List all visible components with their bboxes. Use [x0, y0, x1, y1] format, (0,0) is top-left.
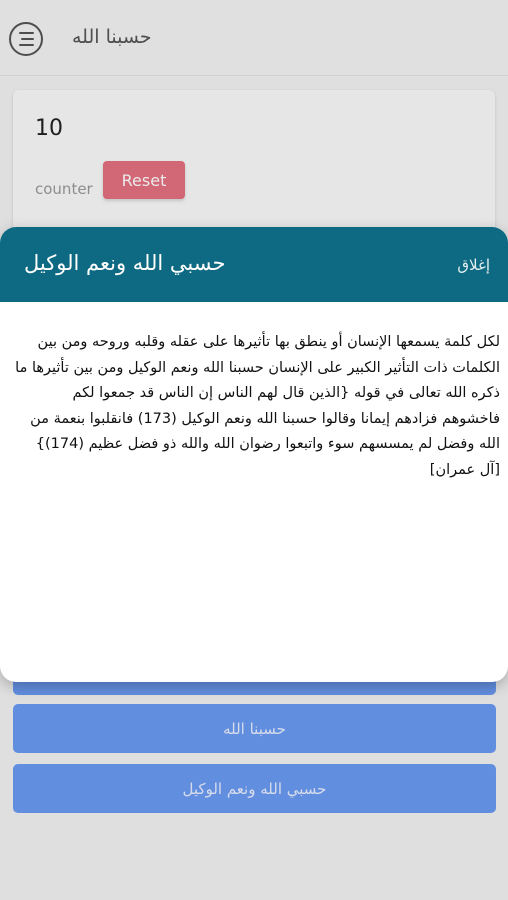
app-title: حسبنا الله: [72, 26, 152, 48]
counter-value: 10: [35, 116, 63, 141]
dialog-body-text: لكل كلمة يسمعها الإنسان أو ينطق بها تأثيرها على عقله وقلبه وروحه ومن بين الكلمات ذات التأثير الكبير على الإنسان حسبنا الله ونعم الوكيل ومن بين تأثيرها ما ذكره الله تعالى في قوله {الذين قال لهم الناس إن الناس قد جمعوا لكم فاخشوهم فزادهم إيمانا وقالوا حسبنا الله ونعم الوكيل (173) فانقلبوا بنعمة من الله وفضل لم يمسسهم سوء واتبعوا رضوان الله والله ذو فضل عظيم (174)} [آل عمران]: [15, 334, 500, 478]
hasbuna-allah-button[interactable]: حسبنا الله: [13, 704, 496, 753]
hasbi-allah-button[interactable]: حسبي الله ونعم الوكيل: [13, 764, 496, 813]
dhikr-dialog: [0, 227, 508, 682]
dialog-header: [0, 227, 508, 302]
dialog-title: حسبي الله ونعم الوكيل: [24, 251, 226, 275]
reset-button[interactable]: Reset: [103, 161, 185, 199]
close-button[interactable]: إغلاق: [457, 256, 490, 274]
counter-label: counter: [35, 180, 93, 198]
